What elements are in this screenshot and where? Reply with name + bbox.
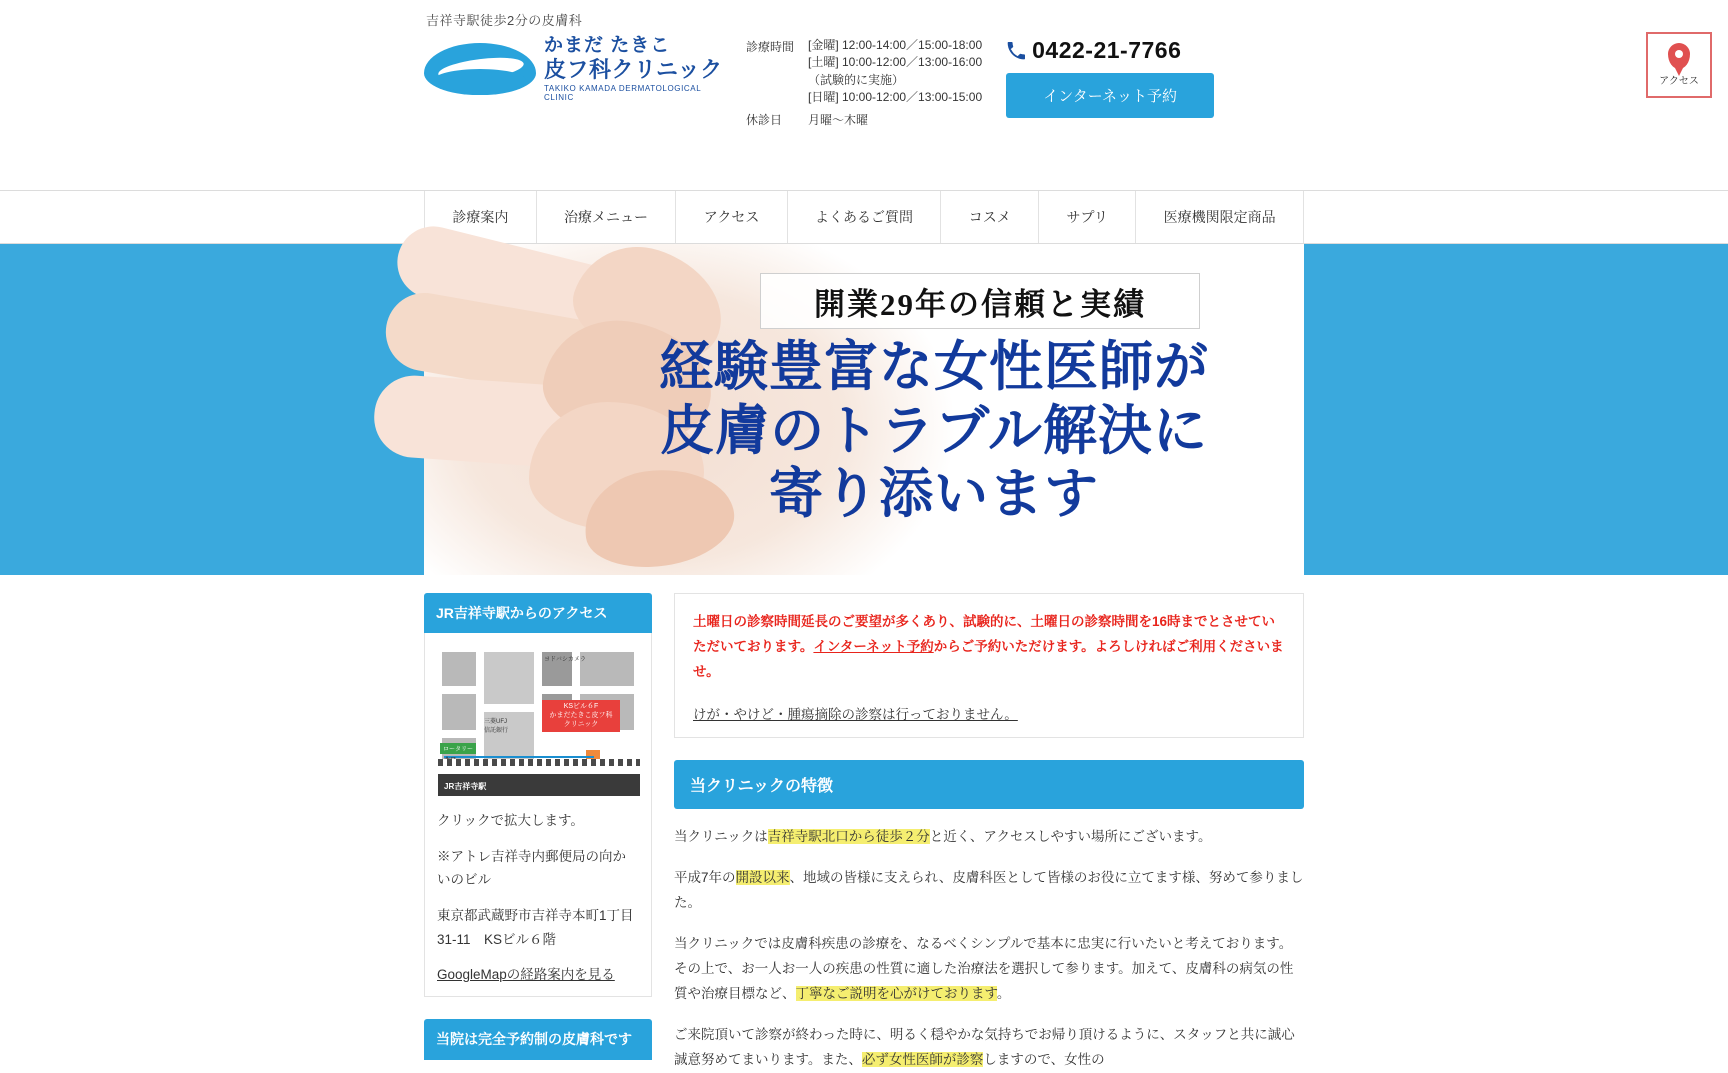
nav-item-limited-products[interactable]: 医療機関限定商品: [1136, 191, 1304, 243]
nav-item-supple[interactable]: サプリ: [1039, 191, 1136, 243]
map-label-mufg: 三菱UFJ 信託銀行: [484, 719, 509, 734]
hero-headline-line-2: 皮膚のトラブル解決に: [660, 400, 1208, 461]
para4-highlight: 必ず女性医師が診察: [861, 1051, 984, 1067]
para2-pre: 平成7年の: [674, 869, 736, 885]
map-pin-icon: [1668, 43, 1690, 69]
section-title-features: 当クリニックの特徴: [674, 760, 1304, 809]
para2-post: 、地域の皆様に支えられ、皮膚科医として皆様のお役に立てます様、努めて参りました。: [674, 869, 1304, 910]
telephone[interactable]: [1006, 37, 1214, 64]
feature-paragraph-2: [674, 866, 1304, 916]
hero-banner: [0, 244, 1728, 575]
map-route-arrow: [444, 756, 594, 758]
map-block: [442, 694, 476, 730]
access-badge-button[interactable]: [1646, 32, 1712, 98]
map-block: [442, 652, 476, 686]
hours-line-sun: [日曜] 10:00-12:00／13:00-15:00: [808, 90, 983, 105]
map-label-yodobashi: ヨドバシカメラ: [544, 657, 586, 663]
notice-part-1: 土曜日の診察時間延長のご要望が多くあり、試験的に、土曜日の診察時間を16時までとさせていただいております。: [693, 614, 1276, 654]
closed-days-row: [746, 111, 982, 128]
nav-item-shinryo[interactable]: 診療案内: [424, 191, 537, 243]
content-column: [674, 593, 1304, 1073]
notice-red-text: [693, 610, 1285, 685]
feature-paragraph-3: [674, 932, 1304, 1007]
closed-days-label: 休診日: [746, 112, 783, 127]
para4-pre: ご来院頂いて診察が終わった時に、明るく穏やかな気持ちでお帰り頂けるように、スタッフと共に誠心誠意努めてまいります。また、: [674, 1026, 1295, 1067]
para3-post: 。: [996, 985, 1011, 1001]
logo-line-2: 皮フ科クリニック: [544, 56, 723, 82]
sidebar-location-note: ※アトレ吉祥寺内郵便局の向かいのビル: [437, 848, 626, 888]
access-map-thumbnail[interactable]: [437, 645, 639, 797]
map-block: [580, 652, 634, 686]
header-row: [424, 31, 1304, 128]
access-badge-label: アクセス: [1659, 76, 1699, 87]
sidebar-reservation-title: 当院は完全予約制の皮膚科です: [424, 1019, 652, 1060]
notice-reservation-link[interactable]: インターネット予約: [813, 638, 934, 654]
para1-pre: 当クリニックは: [674, 828, 768, 844]
hours-line-sat-note: （試験的に実施）: [808, 72, 905, 87]
feature-paragraph-1: [674, 825, 1304, 850]
feature-paragraph-4: [674, 1023, 1304, 1073]
notice-sub-text: けが・やけど・腫瘍摘除の診察は行っておりません。: [693, 706, 1018, 722]
para3-pre: 当クリニックでは皮膚科疾患の診療を、なるべくシンプルで基本に忠実に行いたいと考えております。その上で、お一人お一人の疾患の性質に適した治療法を選択して参ります。加えて、皮膚科の病気の性質や治療目標など、: [674, 935, 1294, 1001]
hours-label: 診療時間: [746, 40, 795, 54]
header-contact: [1006, 31, 1214, 118]
para2-highlight: 開設以来: [735, 869, 790, 885]
para4-post: しますので、女性の: [983, 1051, 1105, 1067]
main-navigation-inner: [424, 191, 1304, 243]
para1-highlight: 吉祥寺駅北口から徒歩２分: [767, 828, 930, 844]
hours-row: [746, 37, 982, 107]
notice-box: [674, 593, 1304, 738]
hero-badge: [760, 273, 1200, 329]
map-label-rotary: ロータリー: [440, 743, 476, 754]
map-station-label: JR吉祥寺駅: [444, 782, 487, 791]
hero-headline-line-3: 寄り添います: [769, 464, 1099, 525]
main-navigation: [0, 190, 1728, 244]
notice-part-2: からご予約いただけます。よろしければご利用くださいませ。: [693, 638, 1284, 679]
hero-badge-text: 開業29年の信頼と実績: [814, 286, 1146, 322]
internet-reservation-button[interactable]: インターネット予約: [1006, 73, 1214, 118]
sidebar-access-title: JR吉祥寺駅からのアクセス: [424, 593, 652, 633]
closed-days-value: 月曜～木曜: [808, 112, 869, 127]
hours-line-fri: [金曜] 12:00-14:00／15:00-18:00: [808, 38, 983, 52]
nav-item-access[interactable]: アクセス: [676, 191, 787, 243]
sidebar: [424, 593, 652, 1073]
map-clinic-marker: KSビル６F かまだたきこ皮フ科 クリニック: [542, 700, 620, 732]
hero-headline-line-1: 経験豊富な女性医師が: [659, 337, 1209, 397]
site-tagline: 吉祥寺駅徒歩2分の皮膚科: [426, 13, 583, 28]
clinic-logo[interactable]: [424, 31, 724, 102]
logo-line-1: かまだ たきこ: [544, 35, 671, 56]
google-map-link[interactable]: GoogleMapの経路案内を見る: [437, 967, 615, 983]
hero-image: [424, 244, 1304, 575]
logo-line-3: TAKIKO KAMADA DERMATOLOGICAL CLINIC: [544, 84, 701, 103]
nav-item-chiryo-menu[interactable]: 治療メニュー: [537, 191, 677, 243]
para3-highlight: 丁寧なご説明を心がけております: [795, 985, 997, 1001]
hours-values: [808, 37, 982, 107]
phone-icon: [1006, 41, 1026, 61]
hours-line-sat: [土曜] 10:00-12:00／13:00-16:00: [808, 55, 983, 70]
map-railway: [438, 759, 640, 766]
logo-mark-icon: [424, 43, 536, 95]
sidebar-access-body: [424, 633, 652, 997]
logo-text: [544, 35, 724, 102]
map-click-note: クリックで拡大します。: [437, 813, 584, 828]
para1-post: と近く、アクセスしやすい場所にございます。: [929, 828, 1212, 844]
header-inner: [424, 0, 1304, 128]
hero-headline: [654, 336, 1214, 527]
telephone-number: 0422-21-7766: [1032, 37, 1182, 63]
sidebar-address: 東京都武蔵野市吉祥寺本町1丁目31-11 KSビル６階: [437, 907, 634, 947]
nav-item-cosme[interactable]: コスメ: [941, 191, 1039, 243]
clinic-hours: [746, 31, 982, 128]
main-content-area: [424, 575, 1304, 1073]
site-header: [0, 0, 1728, 190]
map-block: [484, 652, 534, 704]
nav-item-faq[interactable]: よくあるご質問: [788, 191, 942, 243]
